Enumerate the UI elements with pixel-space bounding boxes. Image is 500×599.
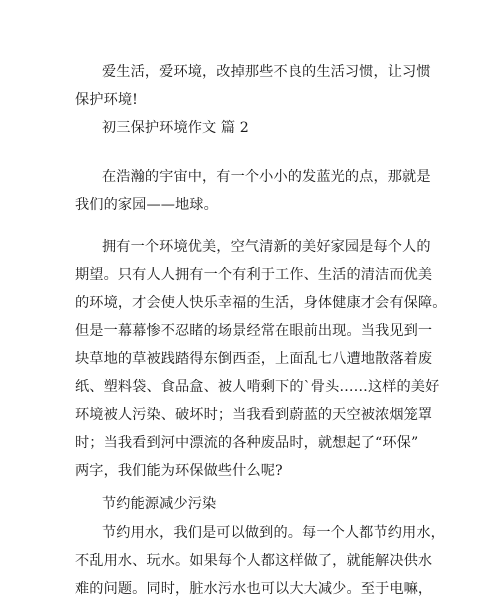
paragraph-line: 拥有一个环境优美，空气清新的美好家园是每个人的 xyxy=(102,239,431,255)
paragraph-line: 节约用水，我们是可以做到的。每一个人都节约用水， xyxy=(102,525,445,541)
paragraph-line: 块草地的草被践踏得东倒西歪，上面乱七八遭地散落着废 xyxy=(75,351,433,367)
paragraph-line: 期望。只有人人拥有一个有利于工作、生活的清洁而优美 xyxy=(75,267,433,283)
paragraph-line: 我们的家园——地球。 xyxy=(75,197,218,213)
paragraph-line: 难的问题。同时，脏水污水也可以大大减少。至于电嘛， xyxy=(75,581,433,597)
paragraph-line: 的环境，才会使人快乐幸福的生活，身体健康才会有保障。 xyxy=(75,295,447,311)
paragraph-line: 两字，我们能为环保做些什么呢? xyxy=(75,463,283,479)
paragraph-line: 保护环境! xyxy=(75,92,138,108)
section-subheading: 节约能源减少污染 xyxy=(102,496,217,512)
section-heading: 初三保护环境作文 篇 2 xyxy=(102,120,249,136)
paragraph-line: 不乱用水、玩水。如果每个人都这样做了，就能解决供水 xyxy=(75,553,433,569)
paragraph-line: 爱生活，爱环境，改掉那些不良的生活习惯，让习惯 xyxy=(102,64,431,80)
paragraph-line: 环境被人污染、破坏时；当我看到蔚蓝的天空被浓烟笼罩 xyxy=(75,407,433,423)
paragraph-line: 但是一幕幕惨不忍睹的场景经常在眼前出现。当我见到一 xyxy=(75,323,433,339)
paragraph-line: 时；当我看到河中漂流的各种废品时，就想起了“环保” xyxy=(75,435,419,451)
paragraph-line: 纸、塑料袋、食品盒、被人啃剩下的`骨头……这样的美好 xyxy=(75,379,440,395)
paragraph-line: 在浩瀚的宇宙中，有一个小小的发蓝光的点，那就是 xyxy=(102,169,431,185)
